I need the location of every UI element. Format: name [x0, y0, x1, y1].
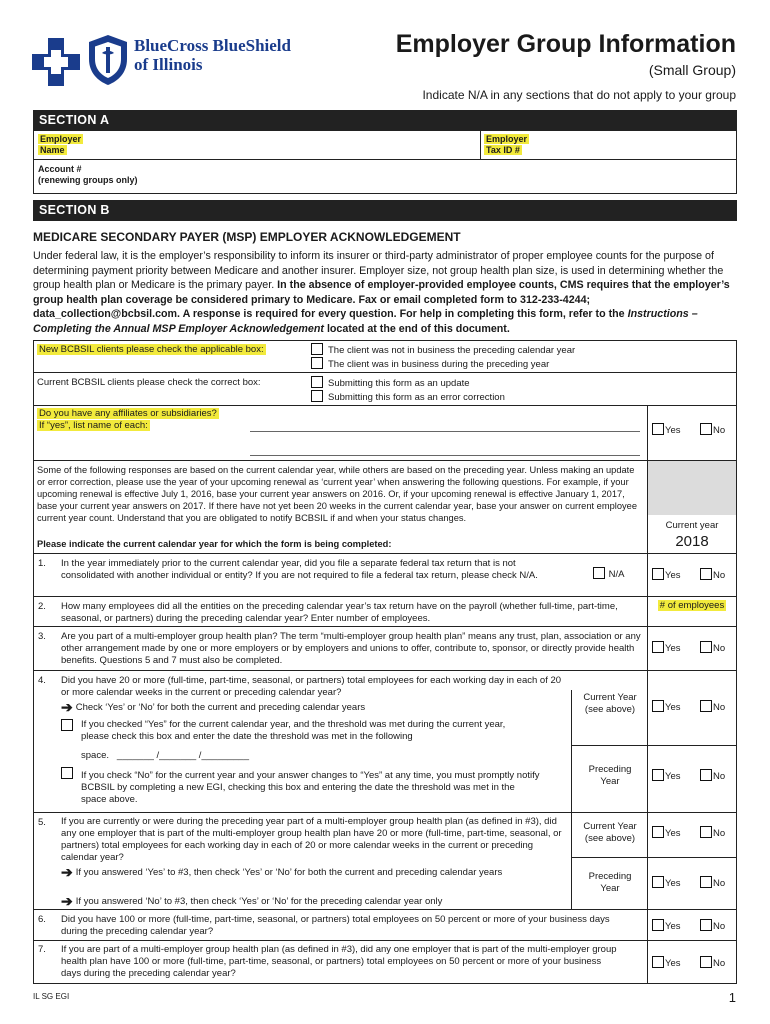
checkbox-icon[interactable] [311, 376, 323, 388]
q2-number: 2. [38, 601, 46, 612]
q4-text: Did you have 20 or more (full-time, part-time, seasonal, or partners) total employees for each working day in each of 20 or more calendar weeks in the current or preceding calendar year? [61, 675, 562, 698]
q1-no[interactable]: No [700, 568, 725, 581]
section-a-box [33, 131, 737, 194]
logo-text-line2: of Illinois [134, 55, 203, 74]
checkbox-icon[interactable] [652, 641, 664, 653]
q3-yes[interactable]: Yes [652, 641, 681, 654]
checkbox-icon[interactable] [700, 876, 712, 888]
checkbox-icon[interactable] [652, 700, 664, 712]
checkbox-icon[interactable] [700, 919, 712, 931]
q4-box2-text: If you check “No” for the current year and your answer changes to “Yes” at any time, you must promptly notify BCBSIL by completing a new EGI, checking this box and entering the date the threshold was met in the space above. [81, 770, 540, 805]
q7-text: If you are part of a multi-employer group health plan (as defined in #3), did any one employer that is part of the multi-employer group health plan have 100 or more (full-time, part-time, seasonal, or partners) total employees on 50 percent or more of your business days during the preceding calendar year? [61, 944, 617, 979]
current-year-label: Current year [665, 520, 719, 531]
affiliates-question: Do you have any affiliates or subsidiaries? If “yes”, list name of each: [39, 408, 217, 431]
q4-current-year-label: Current Year (see above) [583, 692, 637, 715]
checkbox-icon[interactable] [652, 956, 664, 968]
employees-label: # of employees [659, 600, 725, 611]
new-clients-options: The client was not in business the preceding calendar year The client was in business during the preceding year [311, 343, 575, 371]
checkbox-icon[interactable] [700, 769, 712, 781]
section-a-header [33, 110, 737, 131]
q3-number: 3. [38, 631, 46, 642]
q4-number: 4. [38, 675, 46, 686]
section-b-header [33, 200, 737, 221]
q6-text: Did you have 100 or more (full-time, part-time, seasonal, or partners) total employees on 50 percent or more of your business days during the preceding calendar year? [61, 914, 610, 937]
checkbox-icon[interactable] [700, 641, 712, 653]
q1-na[interactable]: N/A [593, 567, 624, 580]
checkbox-icon[interactable] [700, 423, 712, 435]
section-a-title: SECTION A [39, 113, 110, 127]
arrow-right-icon: ➔ [61, 864, 73, 880]
employees-input[interactable] [650, 612, 734, 624]
checkbox-icon[interactable] [652, 919, 664, 931]
checkbox-icon[interactable] [652, 769, 664, 781]
section-b-title: SECTION B [39, 203, 110, 217]
indicate-year-text: Please indicate the current calendar year for which the form is being completed: [37, 539, 392, 549]
q5-current-year-label: Current Year (see above) [583, 821, 637, 844]
q1-yes[interactable]: Yes [652, 568, 681, 581]
arrow-right-icon: ➔ [61, 699, 73, 715]
q5-arrow-instruction-1: ➔ If you answered ‘Yes’ to #3, then check ‘Yes’ or ‘No’ for both the current and preceding calendar years [61, 864, 503, 880]
account-input[interactable] [154, 161, 729, 189]
shaded-cell [648, 461, 736, 515]
q4-threshold-checkbox-2[interactable] [61, 767, 73, 779]
q7-number: 7. [38, 944, 46, 955]
q5-current-yes[interactable]: Yes [652, 826, 681, 839]
current-clients-options: Submitting this form as an update Submitting this form as an error correction [311, 376, 505, 404]
q5-preceding-year-label: Preceding Year [588, 871, 632, 894]
q7-yes[interactable]: Yes [652, 956, 681, 969]
q6-yes[interactable]: Yes [652, 919, 681, 932]
shield-logo-icon [86, 33, 130, 87]
employer-name-input[interactable] [94, 133, 474, 157]
q6-number: 6. [38, 914, 46, 925]
affiliates-input[interactable] [250, 431, 640, 432]
q3-text: Are you part of a multi-employer group health plan? The term “multi-employer group health plan” means any trust, plan, association or any other arrangement made by one or more employers or by employers and unions to offer, contribute to, sponsor, or directly provide health benefits. Questions 5 and 7 must also be completed. [61, 631, 641, 666]
tax-id-label: Employer Tax ID # [486, 134, 528, 155]
checkbox-icon[interactable] [700, 700, 712, 712]
employer-name-label: Employer Name [40, 134, 82, 155]
q2-text: How many employees did all the entities on the preceding calendar year’s tax return have on the payroll (whether full-time, part-time, seasonal, or partners) during the preceding calendar year? Enter number of employees. [61, 601, 618, 624]
q5-current-no[interactable]: No [700, 826, 725, 839]
new-clients-label: New BCBSIL clients please check the applicable box: [39, 344, 264, 355]
q4-date-field[interactable]: _______ /_______ /_________ [116, 750, 249, 761]
current-clients-label: Current BCBSIL clients please check the correct box: [37, 377, 261, 388]
checkbox-icon[interactable] [311, 343, 323, 355]
q5-preceding-yes[interactable]: Yes [652, 876, 681, 889]
checkbox-icon[interactable] [652, 826, 664, 838]
checkbox-icon[interactable] [593, 567, 605, 579]
q7-no[interactable]: No [700, 956, 725, 969]
checkbox-icon[interactable] [652, 423, 664, 435]
q4-arrow-instruction: ➔ Check ‘Yes’ or ‘No’ for both the current and preceding calendar years [61, 699, 366, 715]
q4-threshold-checkbox-1[interactable] [61, 719, 73, 731]
account-label: Account # (renewing groups only) [38, 164, 138, 185]
q4-box1-text: If you checked “Yes” for the current calendar year, and the threshold was met during the current year, please check this box and enter the date the threshold was met in the following [81, 719, 506, 742]
q3-no[interactable]: No [700, 641, 725, 654]
q6-no[interactable]: No [700, 919, 725, 932]
q4-space-label: space. _______ /_______ /_________ [81, 750, 249, 761]
cross-logo-icon [30, 36, 82, 88]
logo [30, 30, 291, 90]
q5-arrow-instruction-2: ➔ If you answered ‘No’ to #3, then check ‘Yes’ or ‘No’ for the preceding calendar year only [61, 893, 443, 909]
q1-number: 1. [38, 558, 46, 569]
checkbox-icon[interactable] [652, 568, 664, 580]
form-code: IL SG EGI [33, 992, 70, 1001]
checkbox-icon[interactable] [700, 956, 712, 968]
q1-text: In the year immediately prior to the current calendar year, did you file a separate federal tax return that is not consolidated with another individual or entity? If you are not required to file a federal tax return, please check N/A. [61, 558, 538, 581]
q5-number: 5. [38, 817, 46, 828]
logo-text-line1: BlueCross BlueShield [134, 36, 291, 55]
tax-id-input[interactable] [544, 133, 729, 157]
checkbox-icon[interactable] [700, 826, 712, 838]
q4-preceding-no[interactable]: No [700, 769, 725, 782]
checkbox-icon[interactable] [311, 357, 323, 369]
q4-current-no[interactable]: No [700, 700, 725, 713]
q4-preceding-year-label: Preceding Year [588, 764, 632, 787]
checkbox-icon[interactable] [311, 390, 323, 402]
affiliates-yes[interactable]: Yes [652, 423, 681, 436]
checkbox-icon[interactable] [652, 876, 664, 888]
page-title: Employer Group Information [395, 30, 736, 58]
current-year-value[interactable]: 2018 [675, 533, 709, 550]
q4-preceding-yes[interactable]: Yes [652, 769, 681, 782]
page-subtitle: (Small Group) [648, 62, 736, 78]
calendar-note: Some of the following responses are based on the current calendar year, while others are based on the preceding year. Unless making an update or error correction, please use the year of your upcoming renewal as ‘current year’ when answering the following questions. For example, if your upcoming renewal is effective July 1, 2016, base your current year answers on 2016. Or, if your upcoming renewal is effective January 1, 2017, base your current year answers on 2017. If there have not yet been 20 weeks in the current calendar year, base your answer on current employee current year count. Understand that you are obligated to notify BCBSIL if and when your status changes. [37, 465, 637, 523]
msp-intro: Under federal law, it is the employer’s responsibility to inform its insurer or third-party administrator of proper employee counts for the purpose of determining payment priority between Medicare and another insurer. Employer size, not group health plan size, is used in determining whether the group health plan or Medicare is the primary payer. In the absence of employer-provided employee counts, CMS requires that the employer’s group health plan coverage be considered primary to Medicare. Fax or email completed form to 312-233-4244; data_collection@bcbsil.com. A response is required for every question. For help in completing this form, refer to the Instructions – Completing the Annual MSP Employer Acknowledgement located at the end of this document. [33, 250, 730, 335]
msp-title: MEDICARE SECONDARY PAYER (MSP) EMPLOYER ACKNOWLEDGEMENT [33, 230, 461, 244]
q4-current-yes[interactable]: Yes [652, 700, 681, 713]
page-number: 1 [728, 990, 736, 1005]
q5-text: If you are currently or were during the preceding year part of a multi-employer group health plan (as defined in #3), did any one employer that is part of the multi-employer group health plan have 20 or more (full-time, part-time, seasonal, or partners) total employees for each working day in each of 20 or more calendar weeks in the current or preceding calendar year? [61, 816, 562, 863]
q5-preceding-no[interactable]: No [700, 876, 725, 889]
arrow-right-icon: ➔ [61, 893, 73, 909]
instruction-text: Indicate N/A in any sections that do not apply to your group [422, 88, 736, 102]
affiliates-no[interactable]: No [700, 423, 725, 436]
checkbox-icon[interactable] [700, 568, 712, 580]
